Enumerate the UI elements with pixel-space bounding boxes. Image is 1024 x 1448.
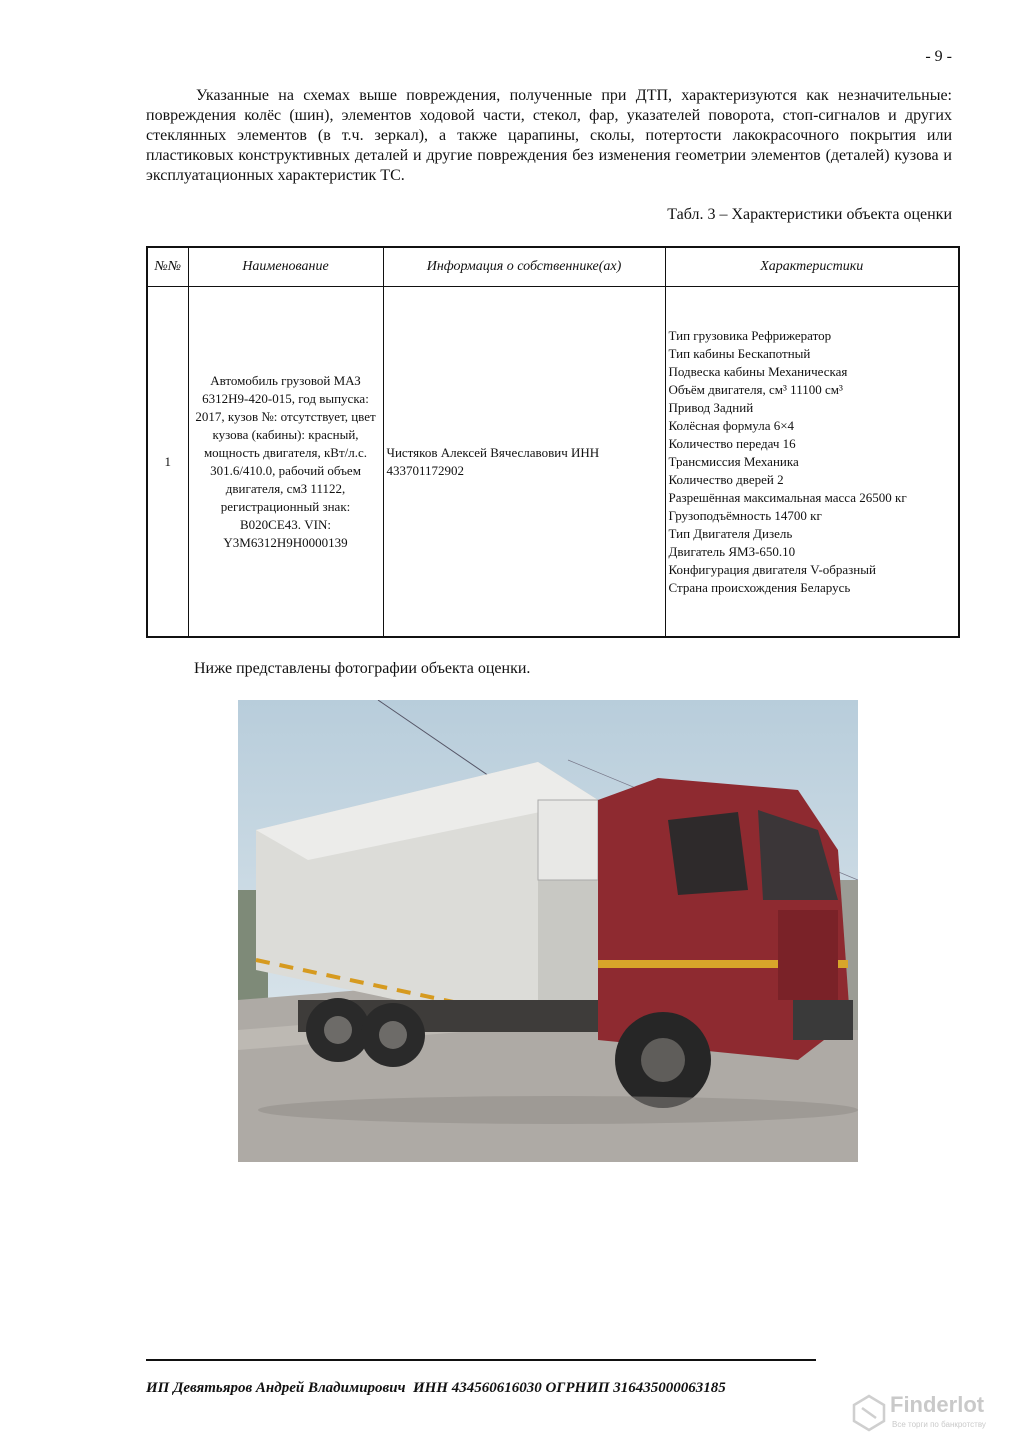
truck-illustration	[238, 700, 858, 1162]
char-line: Грузоподъёмность 14700 кг	[668, 507, 822, 523]
char-line: Привод Задний	[668, 399, 754, 415]
char-line: Количество передач 16	[668, 435, 796, 451]
cell-characteristics	[665, 287, 959, 638]
photos-caption: Ниже представлены фотографии объекта оценки.	[194, 660, 531, 677]
watermark-subtitle: Все торги по банкротству	[892, 1420, 986, 1429]
char-line: Количество дверей 2	[668, 471, 784, 487]
header-owner: Информация о собственнике(ах)	[383, 247, 665, 287]
char-line: Двигатель ЯМЗ-650.10	[668, 543, 796, 559]
char-line: Колёсная формула 6×4	[668, 417, 795, 433]
finderlot-logo-icon	[852, 1394, 886, 1432]
characteristics-table	[146, 246, 960, 638]
cell-name: Автомобиль грузовой МАЗ 6312H9-420-015, год выпуска: 2017, кузов №: отсутствует, цвет кузова (кабины): красный, мощность двигателя, кВт/л.с. 301.6/410.0, рабочий объем двигателя, смЗ 11122, регистрационный знак: В020СЕ43. VIN: Y3M6312H9H0000139	[188, 287, 383, 638]
truck-photo	[238, 700, 858, 1162]
char-line: Тип Двигателя Дизель	[668, 525, 793, 541]
page-number: - 9 -	[925, 48, 952, 65]
watermark-title: Finderlot	[890, 1392, 985, 1417]
header-characteristics: Характеристики	[665, 247, 959, 287]
char-line: Страна происхождения Беларусь	[668, 579, 851, 595]
char-line: Тип грузовика Рефрижератор	[668, 327, 832, 343]
footer-divider	[146, 1359, 816, 1361]
table-caption: Табл. 3 – Характеристики объекта оценки	[667, 206, 952, 223]
intro-paragraph: Указанные на схемах выше повреждения, полученные при ДТП, характеризуются как незначительные: повреждения колёс (шин), элементов ходовой части, стекол, фар, указателей поворота, стоп-сигналов и других стеклянных элементов (в т.ч. зеркал), а также царапины, сколы, потертости лакокрасочного покрытия или пластиковых конструктивных деталей и другие повреждения без изменения геометрии элементов (деталей) кузова и эксплуатационных характеристик ТС.	[146, 87, 952, 184]
cell-num: 1	[147, 287, 188, 638]
char-line: Конфигурация двигателя V-образный	[668, 561, 876, 577]
footer: ИП Девятьяров Андрей Владимирович ИНН 434560616030 ОГРНИП 316435000063185	[146, 1380, 726, 1396]
char-line: Тип кабины Бескапотный	[668, 345, 811, 361]
cell-owner: Чистяков Алексей Вячеславович ИНН 433701172902	[383, 287, 665, 638]
char-line: Трансмиссия Механика	[668, 453, 799, 469]
table-header-row	[147, 247, 959, 287]
char-line: Подвеска кабины Механическая	[668, 363, 848, 379]
header-name: Наименование	[188, 247, 383, 287]
char-line: Объём двигателя, см³ 11100 см³	[668, 381, 843, 397]
char-line: Разрешённая максимальная масса 26500 кг	[668, 489, 907, 505]
watermark	[852, 1392, 1020, 1440]
header-num: №№	[147, 247, 188, 287]
table-row	[147, 287, 959, 638]
